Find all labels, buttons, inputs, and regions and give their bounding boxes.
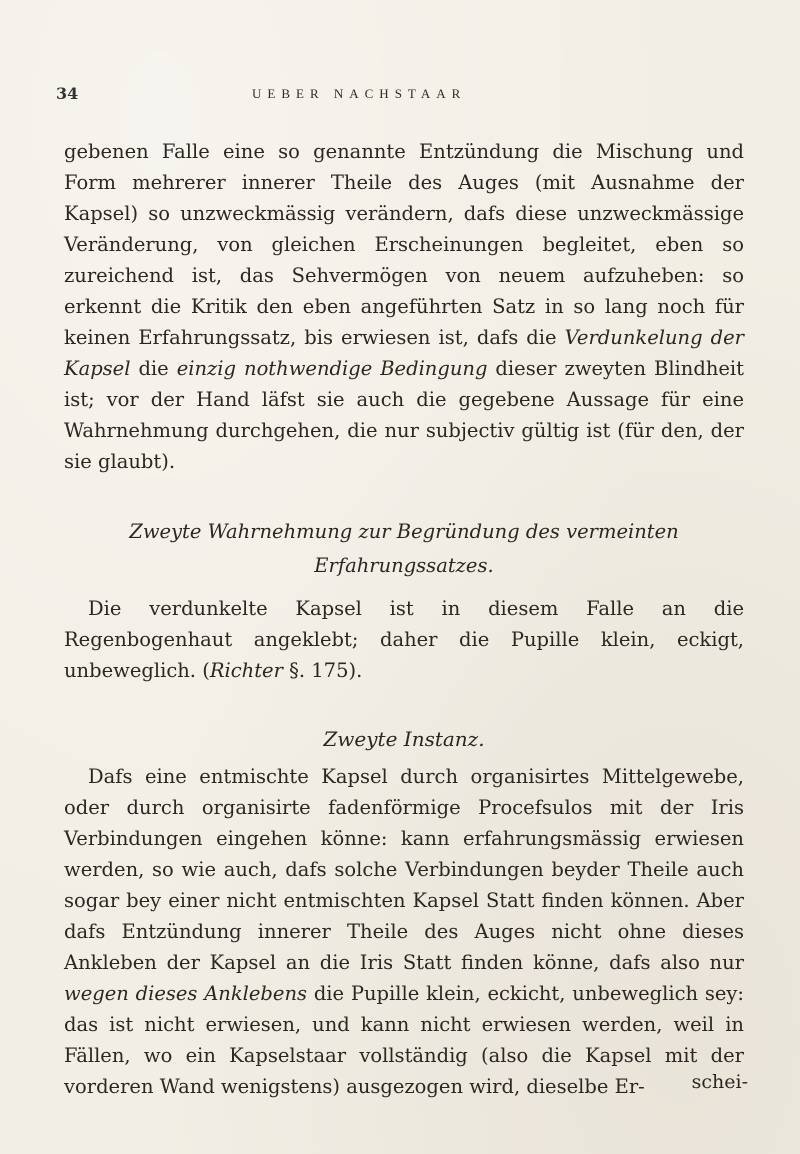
paragraph-2 [64,593,744,686]
catchword: schei- [691,1071,748,1093]
paragraph-1-emphasis: Verdunkelung der Kapsel [64,326,744,380]
paragraph-3-emphasis: wegen dieses Anklebens [64,982,308,1005]
paragraph-3-text: Dafs eine entmischte Kapsel durch organisirtes Mittelgewebe, oder durch organisirte fadenförmige Procefsulos mit der Iris Verbindungen eingehen könne: kann erfahrungsmässig erwiesen werden, so wie auch, dafs solche Verbindungen beyder Theile auch sogar bey einer nicht entmischten Kapsel Statt finden können. Aber dafs Entzündung innerer Theile des Auges nicht ohne dieses Ankleben der Kapsel an die Iris Statt finden könne, dafs also nur [64,765,744,974]
running-title: UEBER NACHSTAAR [252,86,467,101]
section-heading-2: Zweyte Instanz. [323,727,485,751]
paragraph-2-text: Die verdunkelte Kapsel ist in diesem Falle an die Regenbogenhaut angeklebt; daher die Pupille klein, eckigt, unbeweglich. ( [64,597,744,682]
paragraph-2-end: §. 175). [282,659,363,682]
paragraph-1-mid: die [130,357,177,380]
paragraph-3 [64,761,744,1102]
paragraph-1-end: dieser zweyten Blindheit ist; vor der Hand läfst sie auch die gegebene Aussage für eine Wahrnehmung durchgehen, die nur subjectiv gültig ist (für den, der sie glaubt). [64,357,744,473]
paragraph-1-text: gebenen Falle eine so genannte Entzündung die Mischung und Form mehrerer innerer Theile des Auges (mit Ausnahme der Kapsel) so unzweckmässig verändern, dafs diese unzweckmässige Veränderung, von gleichen Erscheinungen begleitet, eben so zureichend ist, das Sehvermögen von neuem aufzuheben: so erkennt die Kritik den eben angeführten Satz in so lang noch für keinen Erfahrungssatz, bis erwiesen ist, dafs die [64,140,744,349]
page-body [64,136,744,1102]
paragraph-1-emphasis-2: einzig nothwendige Bedingung [176,357,488,380]
paragraph-3-end: die Pupille klein, eckicht, unbeweglich sey: das ist nicht erwiesen, und kann nicht erwiesen werden, weil in Fällen, wo ein Kapselstaar vollständig (also die Kapsel mit der vorderen Wand wenigstens) ausgezogen wird, dieselbe Er- [64,982,744,1098]
running-header [252,84,660,108]
paragraph-2-citation: Richter [209,659,283,682]
page-number: 34 [56,84,79,103]
section-heading-1: Zweyte Wahrnehmung zur Begründung des vermeinten Erfahrungssatzes. [129,520,679,577]
paragraph-1 [64,136,744,477]
